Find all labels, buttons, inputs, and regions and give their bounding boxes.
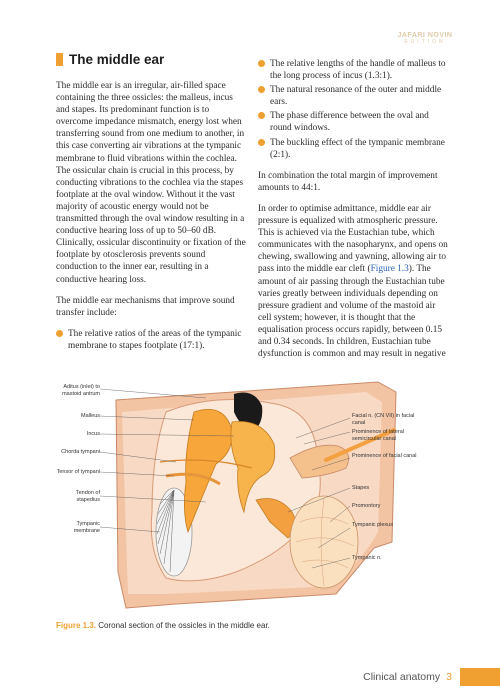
list-item: The buckling effect of the tympanic membrane (2:1). [258, 137, 448, 161]
list-item: The relative lengths of the handle of malleus to the long process of incus (1.3:1). [258, 58, 448, 82]
figure-middle-ear [56, 372, 456, 617]
label-lateral-semicircular: Prominence of lateral semicircular canal [352, 429, 404, 442]
bullet-icon [56, 330, 63, 337]
figure-caption [56, 621, 270, 630]
label-tympanic-plexus: Tympanic plexus [352, 522, 393, 528]
page-footer [363, 668, 500, 686]
page-number: 3 [446, 671, 452, 683]
watermark-logo: JAFARI NOVIN EDITION [397, 32, 453, 45]
label-facial-canal: Prominence of facial canal [352, 453, 417, 459]
list-item: The phase difference between the oval and round windows. [258, 110, 448, 134]
footer-tab [460, 668, 500, 686]
caption-text: Coronal section of the ossicles in the middle ear. [96, 621, 270, 630]
bullet-icon [258, 86, 265, 93]
label-tympanic-nerve: Tympanic n. [352, 555, 382, 561]
heading-marker [56, 53, 63, 66]
label-tympanic-membrane: Tympanic membrane [73, 521, 100, 534]
left-column [56, 80, 246, 361]
label-tensor-tympani: Tensor of tympani [56, 469, 100, 475]
footer-section: Clinical anatomy [363, 671, 441, 683]
label-incus: Incus [86, 431, 100, 437]
label-tendon-stapedius: Tendon of stapedius [75, 490, 100, 503]
bullet-icon [258, 139, 265, 146]
paragraph-total: In combination the total margin of improvement amounts to 44:1. [258, 170, 438, 193]
mechanism-list-left [56, 328, 246, 352]
caption-label: Figure 1.3. [56, 621, 97, 630]
paragraph-mechanisms: The middle ear mechanisms that improve sound transfer include: [56, 295, 235, 318]
heading-title: The middle ear [69, 52, 165, 67]
figure-link[interactable]: Figure 1.3 [370, 264, 409, 275]
label-facial-nerve: Facial n. (CN VII) in facial canal [352, 413, 415, 426]
list-item: The relative ratios of the areas of the tympanic membrane to stapes footplate (17:1). [56, 328, 246, 352]
middle-ear-illustration [56, 372, 456, 617]
label-promontory: Promontory [352, 503, 381, 509]
paragraph-eustachian: In order to optimise admittance, middle ear air pressure is equalized with atmospheric pressure. This is achieved via the Eustachian tube, which communicates with the nasopharynx, and opens on chewing, swallowing and yawning, allowing air to pass into the middle ear cleft (Figure 1.3). The amount of air passing through the Eustachian tube varies greatly between individuals depending on pressure gradient and volume of the mastoid air cell system; however, it is thought that the equalisation process occurs rapidly, between 0.15 and 0.34 seconds. In children, Eustachian tube dysfunction is common and may result in negative [258, 203, 448, 360]
section-heading [56, 52, 164, 67]
list-item: The natural resonance of the outer and middle ears. [258, 84, 448, 108]
label-aditus: Aditus (inlet) to mastoid antrum [62, 384, 100, 397]
bullet-icon [258, 112, 265, 119]
bullet-icon [258, 60, 265, 67]
paragraph-intro: The middle ear is an irregular, air-filled space containing the three ossicles: the malleus, incus and stapes. Its predominant function is to overcome impedance mismatch, energy lost when transferring sound from one medium to another, in this case converting air vibrations at the tympanic membrane to fluid vibrations within the cochlea. The ossicular chain is crucial in this process, by conducting vibrations to the cochlea via the stapes footplate at the oval window. Without it the vast majority of acoustic energy would not be transmitted through the oval window resulting in a conductive hearing loss of up to 50–60 dB. Clinically, ossicular discontinuity or fixation of the footplate by otosclerosis prevents sound conduction to the inner ear, resulting in a conductive hearing loss. [56, 81, 246, 285]
label-chorda-tympani: Chorda tympani [61, 449, 100, 455]
right-column [258, 58, 448, 369]
label-stapes: Stapes [352, 485, 370, 491]
mechanism-list-right [258, 58, 448, 161]
label-malleus: Malleus [81, 413, 100, 419]
